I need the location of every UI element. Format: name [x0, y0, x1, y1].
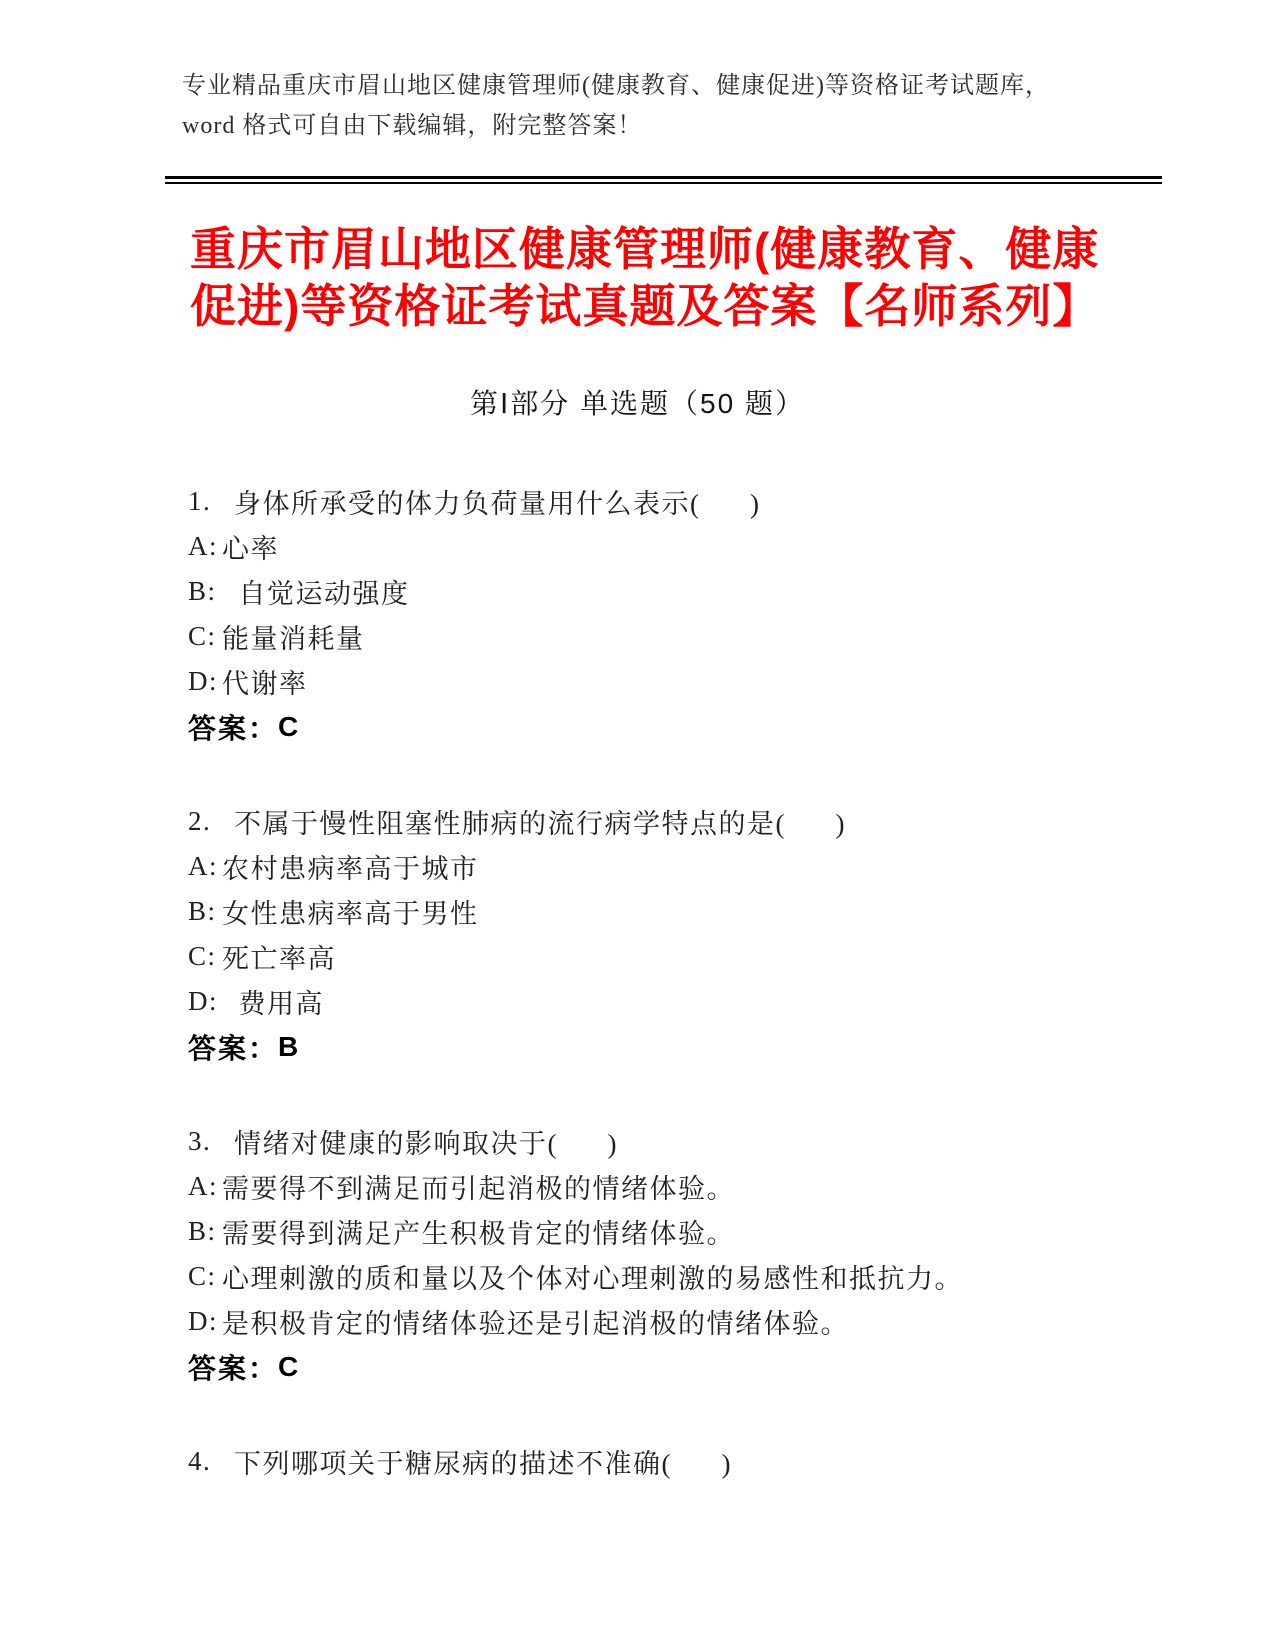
- question-2-option-b-label: B:: [188, 896, 217, 926]
- question-1-option-b: [188, 569, 1178, 614]
- question-2-option-a-label: A:: [188, 851, 218, 881]
- question-1-answer: [188, 704, 1178, 749]
- question-1-number: 1.: [188, 486, 212, 516]
- question-4-number: 4.: [188, 1446, 212, 1476]
- disclaimer-line-1: 专业精品重庆市眉山地区健康管理师(健康教育、健康促进)等资格证考试题库，: [182, 73, 1050, 99]
- question-2-answer-value: B: [278, 1030, 301, 1062]
- question-1-option-a-text: 心率: [222, 534, 279, 564]
- question-3-answer-label: 答案：: [188, 1352, 279, 1384]
- title-line-1: 重庆市眉山地区健康管理师(健康教育、健康: [190, 223, 1100, 275]
- question-3-option-a: [188, 1164, 1178, 1209]
- question-1-option-a-label: A:: [188, 531, 218, 561]
- question-1-answer-label: 答案：: [188, 712, 279, 744]
- question-2-option-d: [188, 979, 1178, 1024]
- question-3-answer: [188, 1344, 1178, 1389]
- question-3-answer-value: C: [278, 1350, 301, 1382]
- question-1: [188, 479, 1178, 749]
- question-1-option-c-text: 能量消耗量: [222, 624, 365, 654]
- question-3-number: 3.: [188, 1126, 212, 1156]
- question-2-option-c-text: 死亡率高: [222, 944, 336, 974]
- question-3: [188, 1119, 1178, 1389]
- question-3-option-b: [188, 1209, 1178, 1254]
- question-2-answer: [188, 1024, 1178, 1069]
- question-1-option-d-text: 代谢率: [222, 669, 308, 699]
- question-3-text: 情绪对健康的影响取决于( ): [234, 1129, 618, 1159]
- question-3-option-d: [188, 1299, 1178, 1344]
- question-1-option-b-label: B:: [188, 576, 217, 606]
- question-2-option-b: [188, 889, 1178, 934]
- question-3-option-c: [188, 1254, 1178, 1299]
- question-1-option-b-text: 自觉运动强度: [222, 579, 410, 609]
- question-2-option-d-text: 费用高: [222, 989, 324, 1019]
- question-3-option-c-text: 心理刺激的质和量以及个体对心理刺激的易感性和抵抗力。: [222, 1264, 963, 1294]
- disclaimer-line-2: word 格式可自由下载编辑，附完整答案！: [182, 113, 643, 139]
- question-3-option-d-label: D:: [188, 1306, 218, 1336]
- section-heading: 第Ⅰ部分 单选题（50 题）: [470, 388, 805, 419]
- question-3-option-a-text: 需要得不到满足而引起消极的情绪体验。: [222, 1174, 735, 1204]
- question-1-option-c-label: C:: [188, 621, 217, 651]
- question-2-option-b-text: 女性患病率高于男性: [222, 899, 479, 929]
- question-1-option-a: [188, 524, 1178, 569]
- question-2: [188, 799, 1178, 1069]
- question-3-option-b-text: 需要得到满足产生积极肯定的情绪体验。: [222, 1219, 735, 1249]
- question-1-text: 身体所承受的体力负荷量用什么表示( ): [234, 489, 761, 519]
- question-4-text-line: [188, 1439, 1178, 1484]
- question-2-answer-label: 答案：: [188, 1032, 279, 1064]
- question-3-text-line: [188, 1119, 1178, 1164]
- question-1-option-d-label: D:: [188, 666, 218, 696]
- question-1-text-line: [188, 479, 1178, 524]
- question-2-option-c: [188, 934, 1178, 979]
- question-2-option-a: [188, 844, 1178, 889]
- questions-list: [188, 479, 1178, 1484]
- title-line-2: 促进)等资格证考试真题及答案【名师系列】: [190, 280, 1100, 332]
- question-3-option-d-text: 是积极肯定的情绪体验还是引起消极的情绪体验。: [222, 1309, 849, 1339]
- question-2-text: 不属于慢性阻塞性肺病的流行病学特点的是( ): [234, 809, 846, 839]
- question-3-option-c-label: C:: [188, 1261, 217, 1291]
- question-1-option-c: [188, 614, 1178, 659]
- question-1-answer-value: C: [278, 710, 301, 742]
- question-2-option-a-text: 农村患病率高于城市: [222, 854, 479, 884]
- question-2-number: 2.: [188, 806, 212, 836]
- question-3-option-b-label: B:: [188, 1216, 217, 1246]
- question-4: [188, 1439, 1178, 1484]
- question-3-option-a-label: A:: [188, 1171, 218, 1201]
- header-disclaimer: [182, 66, 1142, 146]
- document-title: [190, 221, 1150, 335]
- question-2-text-line: [188, 799, 1178, 844]
- question-4-text: 下列哪项关于糖尿病的描述不准确( ): [234, 1449, 732, 1479]
- question-2-option-c-label: C:: [188, 941, 217, 971]
- question-1-option-d: [188, 659, 1178, 704]
- question-2-option-d-label: D:: [188, 986, 218, 1016]
- double-rule-divider: [165, 176, 1162, 184]
